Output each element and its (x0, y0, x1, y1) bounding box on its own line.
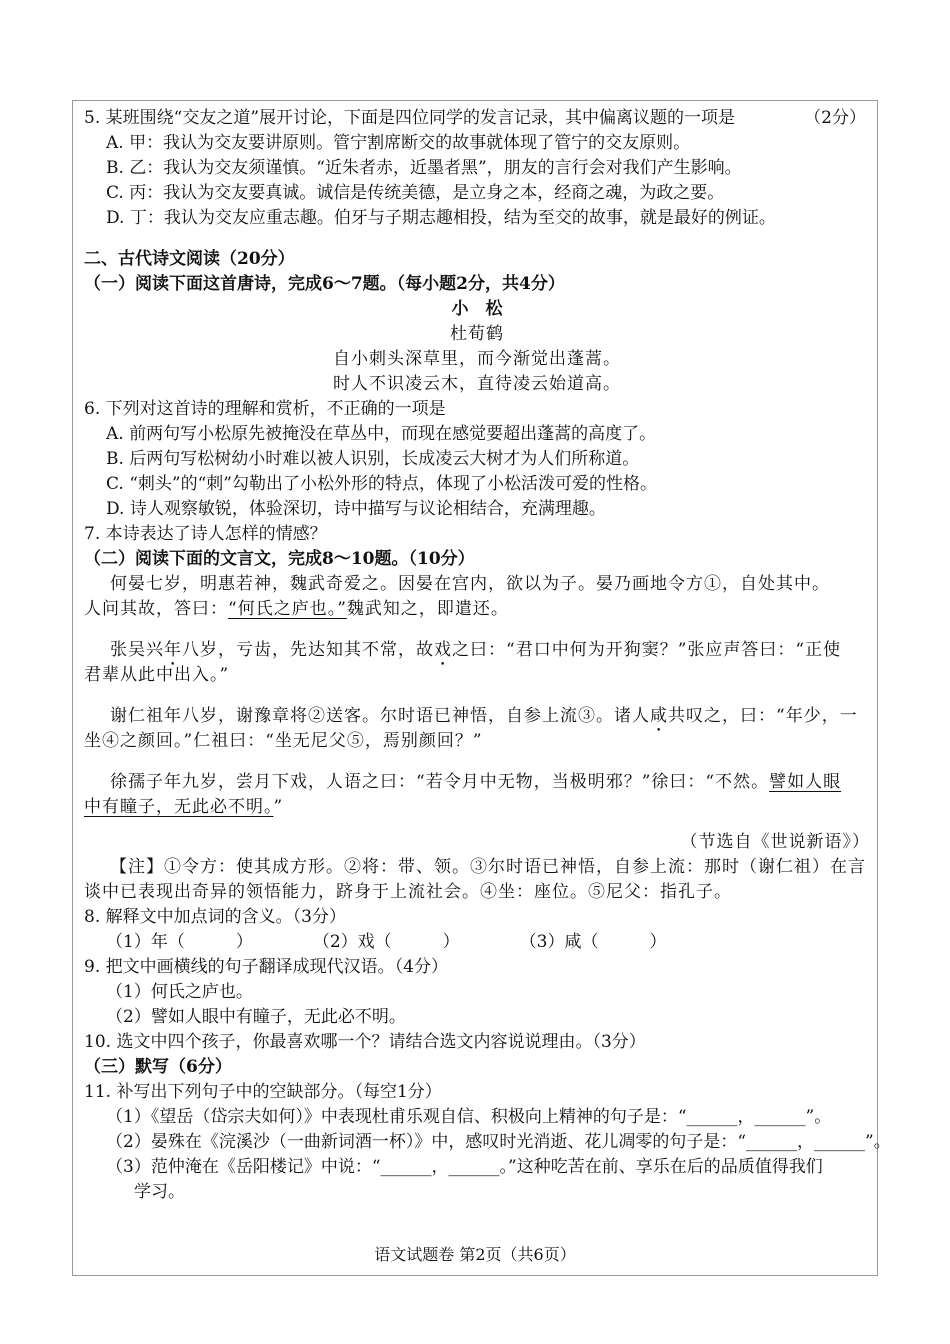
annotation-line-2: 谈中已表现出奇异的领悟能力，跻身于上流社会。④坐：座位。⑤尼父：指孔子。 (84, 882, 732, 902)
passage-text: 徐孺子年九岁，尝月下戏，人语之曰：“若令月中无物，当极明邪？”徐曰：“不然。 (110, 772, 770, 792)
q6-option-d: D. 诗人观察敏锐，体验深切，诗中描写与议论相结合，充满理趣。 (106, 499, 606, 519)
underlined-sentence-2b: 中有瞳子，无此必不明。 (84, 797, 274, 817)
passage-text: 八岁，亏齿，先达知其不常，故 (182, 640, 434, 660)
question-score: （2分） (804, 108, 866, 128)
q11-item-2: （2）晏殊在《浣溪沙（一曲新词酒一杯）》中，感叹时光消逝、花儿凋零的句子是：“______，______”。 (106, 1132, 891, 1152)
passage-text: 魏武知之，即遣还。 (346, 599, 509, 619)
question-10: 10. 选文中四个孩子，你最喜欢哪一个？请结合选文内容说说理由。（3分） (84, 1032, 646, 1052)
question-5-stem (84, 106, 870, 131)
passage-1-line-1: 何晏七岁，明惠若神，魏武奇爱之。因晏在宫内，欲以为子。晏乃画地令方①，自处其中。 (110, 574, 830, 594)
q8-item-1: （1）年（ ） (106, 932, 253, 952)
q5-option-b: B. 乙：我认为交友须谨慎。“近朱者赤，近墨者黑”，朋友的言行会对我们产生影响。 (106, 158, 742, 178)
page-footer: 语文试题卷 第2页（共6页） (374, 1245, 576, 1264)
q9-item-2: （2）譬如人眼中有瞳子，无此必不明。 (106, 1007, 406, 1027)
q8-item-2: （2）戏（ ） (312, 932, 460, 952)
q11-item-1: （1）《望岳（岱宗夫如何）》中表现杜甫乐观自信、积极向上精神的句子是：“______，______”。 (106, 1107, 832, 1127)
passage-text: 之曰：“君口中何为开狗窦？”张应声答曰：“正使 (452, 640, 842, 660)
passage-text: 人问其故，答曰： (84, 599, 228, 619)
dotted-word-xi: 戏 (434, 640, 452, 660)
passage-4-line-2 (84, 795, 870, 820)
passage-2-line-2: 君辈从此中出入。” (84, 665, 230, 685)
source-citation: （节选自《世说新语》） (680, 832, 870, 852)
question-text: 5. 某班围绕“交友之道”展开讨论，下面是四位同学的发言记录，其中偏离议题的一项是 (84, 108, 736, 128)
passage-1-line-2 (84, 597, 870, 622)
q6-option-a: A. 前两句写小松原先被掩没在草丛中，而现在感觉要超出蓬蒿的高度了。 (106, 424, 657, 444)
q6-option-b: B. 后两句写松树幼小时难以被人识别，长成凌云大树才为人们所称道。 (106, 449, 640, 469)
dotted-word-nian: 年 (164, 640, 182, 660)
q5-option-d: D. 丁：我认为交友应重志趣。伯牙与子期志趣相投，结为至交的故事，就是最好的例证。 (106, 208, 776, 228)
passage-3-line-2: 坐④之颜回。”仁祖曰：“坐无尼父⑤，焉别颜回？” (84, 731, 483, 751)
q11-item-3-continued: 学习。 (134, 1182, 185, 1202)
part-2-heading: （二）阅读下面的文言文，完成8～10题。（10分） (84, 549, 475, 569)
passage-4-line-1 (84, 770, 870, 795)
passage-3-line-1 (84, 704, 870, 729)
question-8-items (84, 930, 870, 955)
q5-option-c: C. 丙：我认为交友要真诚。诚信是传统美德，是立身之本，经商之魂，为政之要。 (106, 183, 725, 203)
underlined-sentence-1: “何氏之庐也。” (228, 599, 347, 619)
passage-text: 张吴兴 (110, 640, 164, 660)
exam-page-content (84, 106, 891, 1205)
passage-text: ” (273, 797, 284, 817)
passage-text: 共叹之，曰：“年少，一 (668, 706, 858, 726)
poem-line-1: 自小刺头深草里，而今渐觉出蓬蒿。 (333, 349, 621, 369)
poem-line-2: 时人不识凌云木，直待凌云始道高。 (333, 374, 621, 394)
annotation-line-1: 【注】①令方：使其成方形。②将：带、领。③尔时语已神悟，自参上流：那时（谢仁祖）在言 (110, 857, 866, 877)
q9-item-1: （1）何氏之庐也。 (106, 982, 253, 1002)
q5-option-a: A. 甲：我认为交友要讲原则。管宁割席断交的故事就体现了管宁的交友原则。 (106, 133, 691, 153)
underlined-sentence-2a: 譬如人眼 (769, 772, 842, 792)
passage-text: 谢仁祖年八岁，谢豫章将②送客。尔时语已神悟，自参上流③。诸人 (110, 706, 650, 726)
part-3-heading: （三）默写（6分） (84, 1057, 232, 1077)
question-7: 7. 本诗表达了诗人怎样的情感？ (84, 524, 327, 544)
q6-option-c: C. “刺头”的“刺”勾勒出了小松外形的特点，体现了小松活泼可爱的性格。 (106, 474, 657, 494)
q8-item-3: （3）咸（ ） (519, 932, 667, 952)
question-9-stem: 9. 把文中画横线的句子翻译成现代汉语。（4分） (84, 957, 448, 977)
section-2-heading: 二、古代诗文阅读（20分） (84, 249, 295, 269)
part-1-heading: （一）阅读下面这首唐诗，完成6～7题。（每小题2分，共4分） (84, 274, 565, 294)
dotted-word-xian: 咸 (650, 706, 668, 726)
question-11-stem: 11. 补写出下列句子中的空缺部分。（每空1分） (84, 1082, 442, 1102)
question-6-stem: 6. 下列对这首诗的理解和赏析，不正确的一项是 (84, 399, 446, 419)
passage-2-line-1 (84, 638, 870, 663)
question-8-stem: 8. 解释文中加点词的含义。（3分） (84, 907, 346, 927)
poem-author: 杜荀鹤 (450, 324, 504, 344)
poem-title: 小 松 (451, 299, 503, 319)
q11-item-3: （3）范仲淹在《岳阳楼记》中说：“______，______。”这种吃苦在前、享乐在后的品质值得我们 (106, 1157, 823, 1177)
